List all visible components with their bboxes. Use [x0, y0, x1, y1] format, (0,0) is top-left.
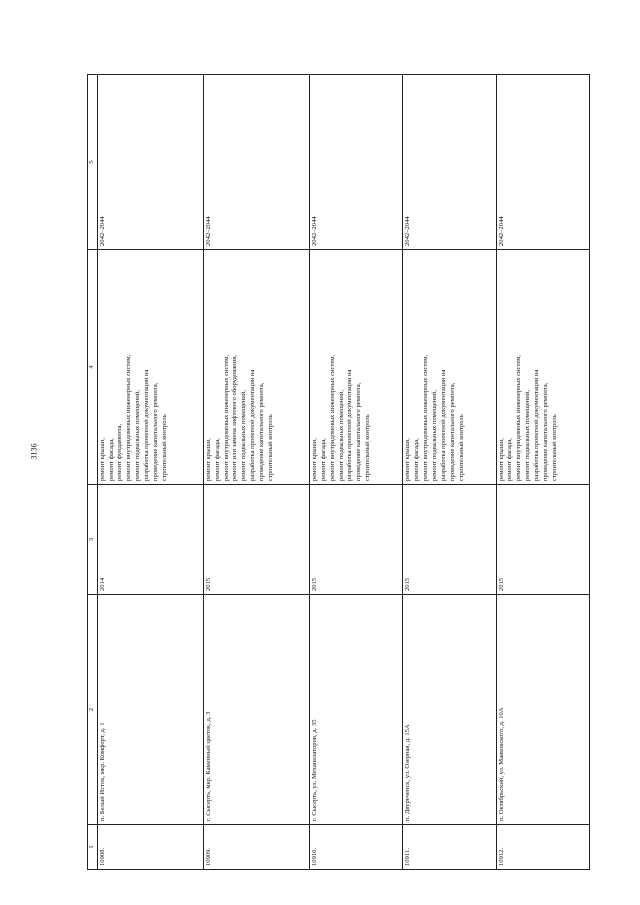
- row-number: 10909.: [203, 825, 309, 870]
- period-cell: 2042–2044: [203, 75, 309, 250]
- work-item: строительный контроль: [160, 414, 168, 481]
- period-cell: 2042–2044: [403, 75, 496, 250]
- row-number: 10908.: [97, 825, 203, 870]
- address-cell: г. Сысерть, ул. Механизаторов, д. 35: [309, 595, 402, 825]
- address-cell: п. Белый Исток, мкр. Комфорт, д. 1: [97, 595, 203, 825]
- year-cell: 2015: [403, 485, 496, 595]
- work-item: ремонт фундамента,: [116, 423, 124, 481]
- period-cell: 2042–2044: [496, 75, 589, 250]
- work-item: проведение капитального ремонта,: [355, 382, 363, 481]
- work-item: ремонт подвальных помещений,: [524, 390, 532, 481]
- work-item: ремонт фасада,: [506, 438, 514, 481]
- work-item: разработка проектной документации на: [249, 369, 257, 481]
- rotated-table-container: [87, 75, 590, 870]
- work-item: строительный контроль: [550, 414, 558, 481]
- work-item: разработка проектной документации на: [346, 369, 354, 481]
- column-header: 2: [88, 595, 98, 825]
- works-cell: [496, 250, 589, 485]
- work-item: ремонт крыши,: [404, 438, 412, 481]
- work-item: ремонт подвальных помещений,: [240, 390, 248, 481]
- column-header: 4: [88, 250, 98, 485]
- work-item: ремонт подвальных помещений,: [430, 390, 438, 481]
- work-item: ремонт внутридомовых инженерных систем,: [125, 354, 133, 481]
- work-item: ремонт фасада,: [107, 438, 115, 481]
- works-cell: [403, 250, 496, 485]
- work-item: ремонт или замена лифтового оборудования,: [231, 355, 239, 481]
- works-cell: [97, 250, 203, 485]
- work-item: проведение капитального ремонта,: [151, 382, 159, 481]
- work-item: ремонт крыши,: [310, 438, 318, 481]
- work-item: ремонт внутридомовых инженерных систем,: [328, 354, 336, 481]
- table-row: [97, 75, 203, 870]
- work-item: ремонт подвальных помещений,: [134, 390, 142, 481]
- row-number: 10912.: [496, 825, 589, 870]
- column-header: 5: [88, 75, 98, 250]
- table-row: [403, 75, 496, 870]
- work-item: проведение капитального ремонта,: [258, 382, 266, 481]
- work-item: ремонт внутридомовых инженерных систем,: [222, 354, 230, 481]
- row-number: 10910.: [309, 825, 402, 870]
- address-cell: п. Октябрьский, ул. Маяковского, д. 10А: [496, 595, 589, 825]
- page-number: 3136: [29, 443, 39, 460]
- work-item: ремонт внутридомовых инженерных систем,: [515, 354, 523, 481]
- period-cell: 2042–2044: [97, 75, 203, 250]
- work-item: разработка проектной документации на: [439, 369, 447, 481]
- year-cell: 2014: [97, 485, 203, 595]
- work-item: ремонт подвальных помещений,: [337, 390, 345, 481]
- capital-repair-table: [87, 74, 590, 870]
- work-item: разработка проектной документации на: [143, 369, 151, 481]
- work-item: ремонт фасада,: [319, 438, 327, 481]
- year-cell: 2015: [309, 485, 402, 595]
- column-number-row: [88, 75, 98, 870]
- address-cell: г. Сысерть, мкр. Каменный цветок, д. 3: [203, 595, 309, 825]
- work-item: ремонт фасада,: [213, 438, 221, 481]
- year-cell: 2015: [496, 485, 589, 595]
- work-item: ремонт внутридомовых инженерных систем,: [421, 354, 429, 481]
- table-row: [203, 75, 309, 870]
- work-item: ремонт крыши,: [204, 438, 212, 481]
- work-item: разработка проектной документации на: [533, 369, 541, 481]
- year-cell: 2015: [203, 485, 309, 595]
- work-item: ремонт крыши,: [98, 438, 106, 481]
- work-item: ремонт фасада,: [413, 438, 421, 481]
- work-item: проведение капитального ремонта,: [448, 382, 456, 481]
- work-item: строительный контроль: [457, 414, 465, 481]
- period-cell: 2042–2044: [309, 75, 402, 250]
- address-cell: п. Двуреченск, ул. Озерная, д. 15А: [403, 595, 496, 825]
- work-item: ремонт крыши,: [497, 438, 505, 481]
- work-item: строительный контроль: [364, 414, 372, 481]
- column-header: 1: [88, 825, 98, 870]
- table-row: [309, 75, 402, 870]
- work-item: строительный контроль: [266, 414, 274, 481]
- works-cell: [309, 250, 402, 485]
- works-cell: [203, 250, 309, 485]
- work-item: проведение капитального ремонта,: [542, 382, 550, 481]
- row-number: 10911.: [403, 825, 496, 870]
- table-row: [496, 75, 589, 870]
- column-header: 3: [88, 485, 98, 595]
